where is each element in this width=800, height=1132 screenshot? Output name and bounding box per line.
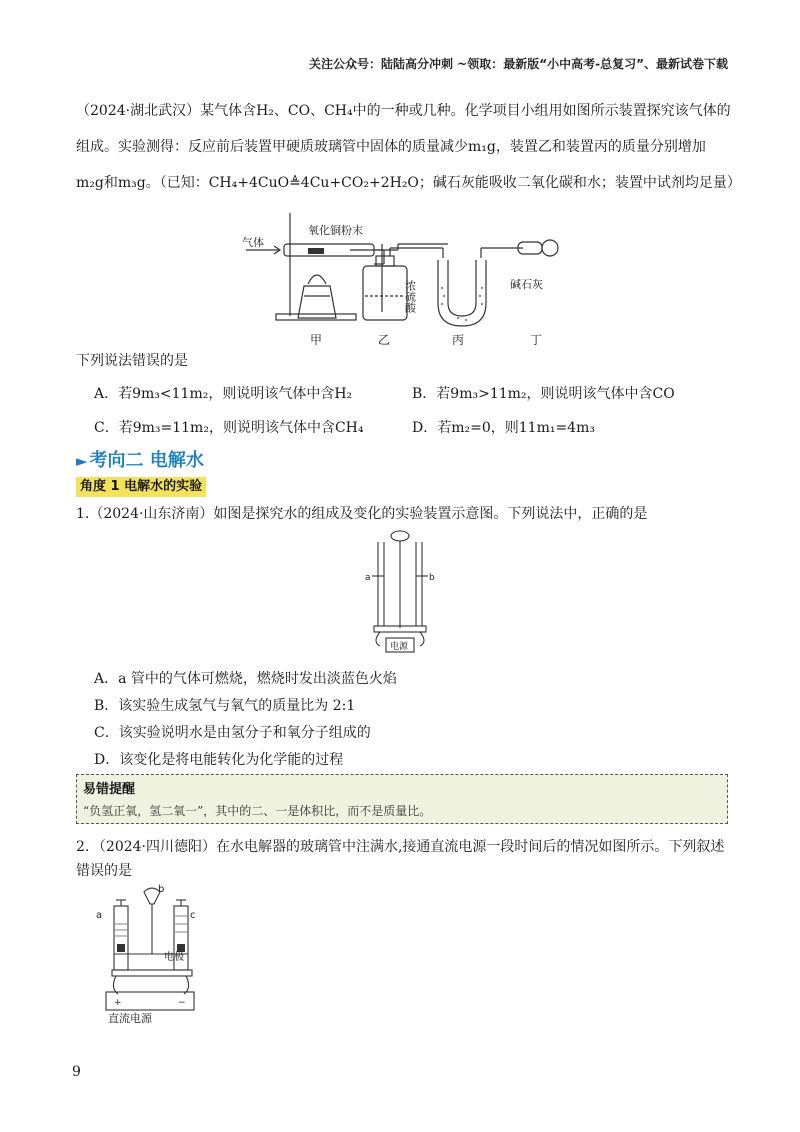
q1-option-a[interactable]: A．a 管中的气体可燃烧，燃烧时发出淡蓝色火焰: [94, 671, 397, 687]
q1-stem: 1.（2024·山东济南）如图是探究水的组成及变化的实验装置示意图。下列说法中，正确的是: [76, 506, 648, 522]
acid-label: [404, 279, 417, 313]
cuo-label: 氧化铜粉末: [308, 224, 363, 237]
fig1-label-a: a: [365, 573, 371, 583]
stem-pre: 下列说法: [76, 353, 132, 369]
question-line-3: m₂g和m₃g。（已知：CH₄+4CuO≜4Cu+CO₂+2H₂O；碱石灰能吸收二氧化碳和水；装置中试剂均足量）: [76, 175, 741, 191]
fig2-plus: +: [114, 998, 122, 1008]
option-b[interactable]: B．若9m₃>11m₂，则说明该气体中含CO: [412, 386, 675, 402]
stem-post: 的是: [160, 353, 188, 369]
label-ding: 丁: [530, 333, 543, 347]
page-header: 关注公众号：陆陆高分冲刺 ~领取：最新版“小中高考-总复习”、最新试卷下载: [309, 57, 728, 71]
tip-body: “负氢正氧，氢二氧一”，其中的二、一是体积比，而不是质量比。: [83, 804, 432, 818]
section-arrow-icon: ►: [76, 452, 88, 470]
q2-line-2: 错误的是: [76, 863, 132, 879]
acid-label-text: 浓硫酸: [403, 280, 417, 313]
question-line-1: （2024·湖北武汉）某气体含H₂、CO、CH₄中的一种或几种。化学项目小组用如图所示装置探究该气体的: [76, 103, 731, 119]
electrolysis-figure-1: [362, 528, 438, 658]
label-jia: 甲: [310, 333, 323, 347]
page-number: 9: [72, 1064, 81, 1080]
q2-line-1: 2．（2024·四川德阳）在水电解器的玻璃管中注满水,接通直流电源一段时间后的情况如图所示。下列叙述: [76, 839, 725, 855]
fig2-label-a: a: [96, 910, 103, 921]
fig2-minus: −: [178, 998, 186, 1008]
fig1-label-b: b: [429, 573, 435, 583]
label-bing: 丙: [452, 333, 465, 347]
q1-option-c[interactable]: C．该实验说明水是由氢分子和氧分子组成的: [94, 725, 371, 741]
question-intro: [76, 100, 741, 208]
fig2-label-b: b: [158, 884, 165, 895]
option-d[interactable]: D．若m₂=0，则11m₁=4m₃: [412, 420, 595, 436]
q0-options: [94, 378, 734, 442]
label-yi: 乙: [378, 333, 391, 347]
section-title-text: 考向二 电解水: [89, 450, 204, 471]
question-stem: [76, 350, 188, 370]
section-title: [76, 446, 204, 472]
fig2-label-c: c: [190, 910, 196, 921]
question-line-2: 组成。实验测得：反应前后装置甲硬质玻璃管中固体的质量减少m₁g，装置乙和装置丙的质量分别增加: [76, 139, 706, 155]
lime-label: 碱石灰: [510, 278, 543, 291]
q1-option-d[interactable]: D．该变化是将电能转化为化学能的过程: [94, 752, 344, 768]
gas-label: 气体: [242, 236, 264, 249]
fig2-power-label: 直流电源: [108, 1012, 152, 1024]
electrolysis-figure-2: [92, 884, 202, 1024]
apparatus-figure: [238, 208, 568, 348]
option-c[interactable]: C．若9m₃=11m₂，则说明该气体中含CH₄: [94, 420, 364, 436]
tip-title: 易错提醒: [83, 782, 136, 797]
q1-option-b[interactable]: B．该实验生成氢气与氧气的质量比为 2:1: [94, 698, 356, 714]
angle-badge: 角度 1 电解水的实验: [76, 477, 206, 497]
stem-emphasis: 错误: [132, 353, 160, 369]
tip-box: [76, 774, 728, 824]
fig1-power-label: 电源: [390, 642, 409, 652]
option-a[interactable]: A．若9m₃<11m₂，则说明该气体中含H₂: [94, 386, 353, 402]
fig2-electrode-label: 电极: [164, 952, 184, 963]
